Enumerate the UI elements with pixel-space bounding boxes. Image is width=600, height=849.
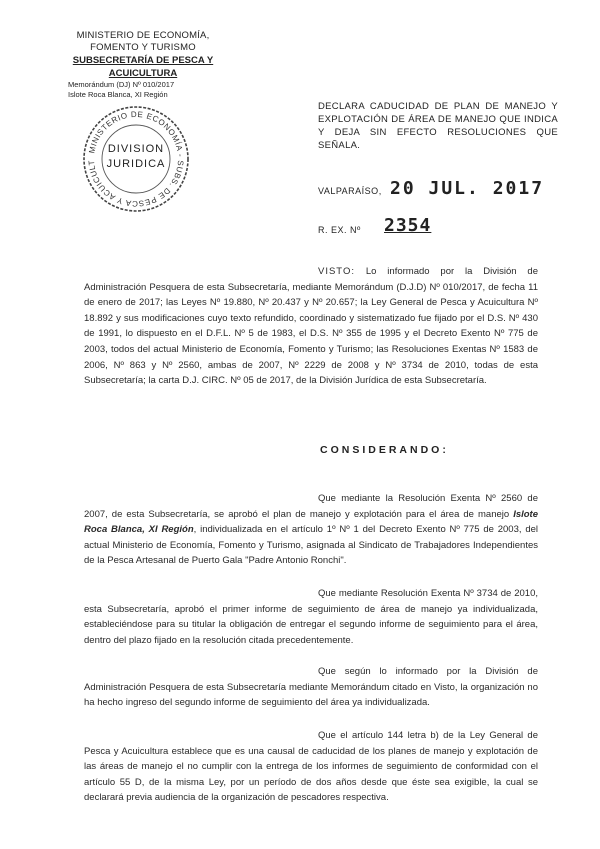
ministry-name-line2: FOMENTO Y TURISMO [90, 42, 196, 53]
area-name-emphasis: Islote Roca Blanca, XI Región [84, 508, 538, 536]
resolution-number-value: 2354 [384, 215, 432, 236]
visto-label: VISTO: [318, 266, 355, 277]
ministry-name: MINISTERIO DE ECONOMÍA, [76, 30, 210, 41]
seal-ring-text: MINISTERIO DE ECONOMÍA - SUBS. DE PESCA Y ACUICULT [86, 109, 186, 209]
place: VALPARAÍSO, [318, 186, 382, 196]
considerando-paragraph-1 [84, 491, 538, 569]
considerando-paragraph-3 [84, 664, 538, 711]
memo-reference: Memorándum (DJ) Nº 010/2017 [68, 80, 175, 89]
juridical-division-seal [82, 105, 190, 213]
paragraph-1-start: Que mediante la Resolución Exenta Nº 2560 de 2007, de esta Subsecretaría, se aprobó el plan de manejo y explotación para el área de manejo [84, 493, 538, 520]
resolution-number [318, 215, 578, 239]
resolution-number-label: R. EX. Nº [318, 225, 361, 235]
considerando-paragraph-2 [84, 586, 538, 648]
paragraph-2-text: Que mediante Resolución Exenta Nº 3734 de 2010, esta Subsecretaría, aprobó el primer informe de seguimiento de área de manejo ya individualizada, estableciéndose para su titular la obligación de entregar el segundo informe de seguimiento para el área, dentro del plazo fijado en la resolución citada precedentemente. [84, 588, 538, 646]
seal-line-2: JURIDICA [106, 158, 166, 170]
paragraph-1-end: , individualizada en el artículo 1º Nº 1 del Decreto Exento Nº 775 de 2003, del actual Ministerio de Economía, Fomento y Turismo, asignada al Sindicato de Trabajadores Independientes de la Pesca Artesanal de Puerto Gala "Padre Antonio Ronchi". [84, 524, 538, 567]
considerando-paragraph-4 [84, 728, 538, 806]
paragraph-4-text: Que el artículo 144 letra b) de la Ley General de Pesca y Acuicultura establece que es una causal de caducidad de los planes de manejo y explotación de las áreas de manejo el no cumplir con la entrega de los informes de seguimiento de conformidad con el artículo 55 D, de la misma Ley, por un período de dos años desde que éste sea exigible, la cual se declarará previa audiencia de la organización de pescadores respectiva. [84, 730, 538, 804]
letterhead [38, 30, 248, 100]
visto-paragraph [84, 264, 538, 389]
paragraph-3-text: Que según lo informado por la División de Administración Pesquera de esta Subsecretaría mediante Memorándum citado en Visto, la organización no ha hecho ingreso del segundo informe de seguimiento del área ya individualizada. [84, 666, 538, 709]
considerando-heading: CONSIDERANDO: [320, 444, 449, 456]
undersecretariat-name: SUBSECRETARÍA DE PESCA Y ACUICULTURA [72, 55, 214, 79]
area-reference: Islote Roca Blanca, XI Región [68, 90, 168, 99]
resolution-subject: DECLARA CADUCIDAD DE PLAN DE MANEJO Y EXPLOTACIÓN DE ÁREA DE MANEJO QUE INDICA Y DEJA SIN EFECTO RESOLUCIONES QUE SEÑALA. [318, 101, 558, 151]
visto-text: Lo informado por la División de Administración Pesquera de esta Subsecretaría, mediante Memorándum (D.J.D) Nº 010/2017, de fecha 11 de enero de 2017; las Leyes Nº 19.880, Nº 20.437 y Nº 20.657; la Ley General de Pesca y Acuicultura Nº 18.892 y sus modificaciones cuyo texto refundido, coordinado y sistematizado fue fijado por el D.S. Nº 430 de 1991, lo dispuesto en el D.F.L. Nº 5 de 1983, el D.S. Nº 355 de 1995 y el Decreto Exento Nº 775 de 2003, todos del actual Ministerio de Economía, Fomento y Turismo; las Resoluciones Exentas Nº 1583 de 2006, Nº 863 y Nº 2560, ambas de 2007, Nº 2229 de 2008 y Nº 3734 de 2010, todas de esta Subsecretaría; la carta D.J. CIRC. Nº 05 de 2017, de la División Jurídica de esta Subsecretaría. [84, 266, 538, 387]
seal-line-1: DIVISION [107, 143, 165, 155]
place-and-date [318, 178, 578, 202]
stamped-date: 20 JUL. 2017 [390, 178, 545, 199]
